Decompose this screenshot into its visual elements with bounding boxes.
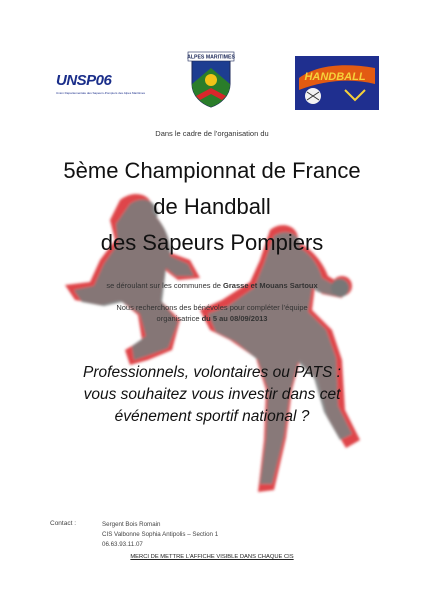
recruit-dates: du 5 au 08/09/2013 — [201, 314, 268, 323]
alpes-maritimes-crest-logo — [186, 50, 236, 108]
unsp06-logo-text: UNSP06 — [56, 72, 112, 89]
call-to-action-line-2: vous souhaitez vous investir dans cet — [83, 386, 341, 403]
handball-logo-text: HANDBALL — [304, 71, 366, 83]
page-title-line-2: de Handball — [153, 194, 271, 219]
contact-name: Sergent Bois Romain — [102, 521, 161, 528]
location-places: Grasse et Mouans Sartoux — [223, 281, 318, 290]
location-prefix: se déroulant sur les communes de — [106, 281, 224, 290]
page-title-line-3: des Sapeurs Pompiers — [100, 230, 324, 255]
display-notice: MERCI DE METTRE L’AFFICHE VISIBLE DANS CHAQUE CIS — [130, 554, 294, 560]
recruit-line-1: Nous recherchons des bénévoles pour compléter l’équipe — [116, 303, 308, 312]
recruit-line-2-prefix: organisatrice — [156, 314, 202, 323]
recruit-text — [0, 302, 424, 324]
call-to-action-line-1: Professionnels, volontaires ou PATS : — [83, 364, 341, 381]
call-to-action — [0, 362, 424, 428]
alpes-maritimes-logo-text: ALPES MARITIMES — [187, 54, 235, 61]
page-title-line-1: 5ème Championnat de France — [63, 158, 361, 183]
contact-org: CIS Valbonne Sophia Antipolis – Section 1 — [102, 531, 219, 538]
call-to-action-line-3: événement sportif national ? — [114, 408, 310, 425]
recruit-line-2 — [0, 313, 424, 324]
contact-phone: 06.63.93.11.07 — [102, 541, 143, 548]
contact-label: Contact : — [50, 520, 77, 527]
location-text — [0, 280, 424, 291]
unsp06-logo-subtitle: Union Départementale des Sapeurs-Pompiers des Alpes Maritimes — [56, 91, 146, 95]
handball-logo — [295, 56, 379, 110]
intro-text: Dans le cadre de l’organisation du — [155, 129, 269, 138]
contact-details — [102, 520, 218, 550]
unsp06-logo — [56, 72, 146, 96]
